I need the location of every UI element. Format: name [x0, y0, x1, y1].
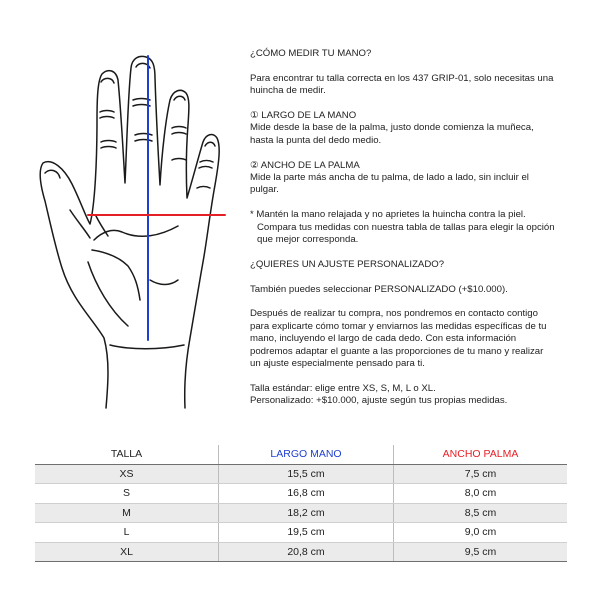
- table-row: [35, 542, 567, 562]
- personalized-size-note: Personalizado: +$10.000, ajuste según tus propias medidas.: [250, 395, 508, 407]
- step1-text: hasta la punta del dedo medio.: [250, 134, 382, 146]
- hand-length-cell: 16,8 cm: [219, 484, 394, 504]
- custom-text-line: podremos adaptar el guante a las proporciones de tu mano y realizar: [250, 345, 544, 357]
- finger-nail-index: [101, 78, 114, 83]
- wrist-line: [110, 345, 184, 349]
- standard-size-note: Talla estándar: elige entre XS, S, M, L o XL.: [250, 382, 436, 394]
- palm-width-cell: 8,0 cm: [394, 484, 568, 504]
- size-cell: XS: [35, 464, 219, 484]
- measurement-instructions: [250, 48, 590, 420]
- custom-fit-description: [250, 308, 590, 370]
- step2-text: Mide la parte más ancha de tu palma, de lado a lado, sin incluir el: [250, 172, 529, 184]
- custom-text-line: para explicarte cómo tomar y enviarnos las medidas específicas de tu: [250, 320, 547, 332]
- hand-length-cell: 20,8 cm: [219, 542, 394, 562]
- table-row: [35, 503, 567, 523]
- hand-outline-icon: [30, 40, 240, 420]
- table-row: [35, 464, 567, 484]
- finger-crease: [172, 127, 186, 161]
- step2-title: ② ANCHO DE LA PALMA: [250, 159, 360, 171]
- palm-width-cell: 8,5 cm: [394, 503, 568, 523]
- step-hand-length: [250, 110, 590, 147]
- size-column-header: TALLA: [35, 445, 219, 464]
- step-palm-width: [250, 160, 590, 197]
- finger-crease: [133, 99, 152, 142]
- size-cell: XL: [35, 542, 219, 562]
- hand-length-cell: 15,5 cm: [219, 464, 394, 484]
- custom-fit-heading: ¿QUIERES UN AJUSTE PERSONALIZADO?: [250, 258, 445, 270]
- palm-crease: [70, 210, 90, 238]
- hand-length-column-header: LARGO MANO: [219, 445, 394, 464]
- tip-line: que mejor corresponda.: [257, 234, 359, 246]
- custom-text-line: un ajuste especialmente pensado para ti.: [250, 358, 425, 370]
- instructions-heading: ¿CÓMO MEDIR TU MANO?: [250, 48, 372, 59]
- palm-width-column-header: ANCHO PALMA: [394, 445, 568, 464]
- size-cell: M: [35, 503, 219, 523]
- palm-width-cell: 9,0 cm: [394, 523, 568, 543]
- size-chart-header-row: [35, 445, 567, 464]
- table-row: [35, 484, 567, 504]
- thumb-nail: [45, 170, 60, 178]
- custom-fit-option: También puedes seleccionar PERSONALIZADO (+$10.000).: [250, 283, 508, 295]
- intro-line: Para encontrar tu talla correcta en los 437 GRIP-01, solo necesitas una: [250, 72, 554, 84]
- size-options-summary: [250, 383, 590, 408]
- palm-crease: [150, 280, 178, 285]
- table-row: [35, 523, 567, 543]
- palm-width-cell: 7,5 cm: [394, 464, 568, 484]
- size-chart-table: [35, 445, 567, 562]
- palm-width-cell: 9,5 cm: [394, 542, 568, 562]
- hand-length-cell: 19,5 cm: [219, 523, 394, 543]
- custom-text-line: mano, incluyendo el largo de cada dedo. Con esta información: [250, 333, 517, 345]
- palm-crease: [92, 250, 140, 300]
- hand-measurement-figure: [30, 40, 240, 420]
- tip-line: * Mantén la mano relajada y no aprietes la huincha contra la piel.: [250, 209, 526, 221]
- palm-crease: [88, 262, 128, 326]
- measuring-tip: [250, 209, 590, 246]
- intro-line: huincha de medir.: [250, 85, 326, 97]
- finger-crease: [197, 161, 213, 189]
- finger-nail-pinky: [205, 142, 215, 146]
- hand-contour: [40, 56, 219, 408]
- finger-crease: [100, 111, 116, 149]
- hand-length-cell: 18,2 cm: [219, 503, 394, 523]
- step1-text: Mide desde la base de la palma, justo donde comienza la muñeca,: [250, 122, 534, 134]
- step1-title: ① LARGO DE LA MANO: [250, 110, 357, 121]
- step2-text: pulgar.: [250, 184, 279, 196]
- finger-nail-ring: [174, 96, 185, 100]
- custom-text-line: Después de realizar tu compra, nos pondremos en contacto contigo: [250, 308, 538, 320]
- intro-paragraph: [250, 73, 590, 98]
- size-cell: L: [35, 523, 219, 543]
- tip-line: Compara tus medidas con nuestra tabla de tallas para elegir la opción: [257, 221, 555, 233]
- size-cell: S: [35, 484, 219, 504]
